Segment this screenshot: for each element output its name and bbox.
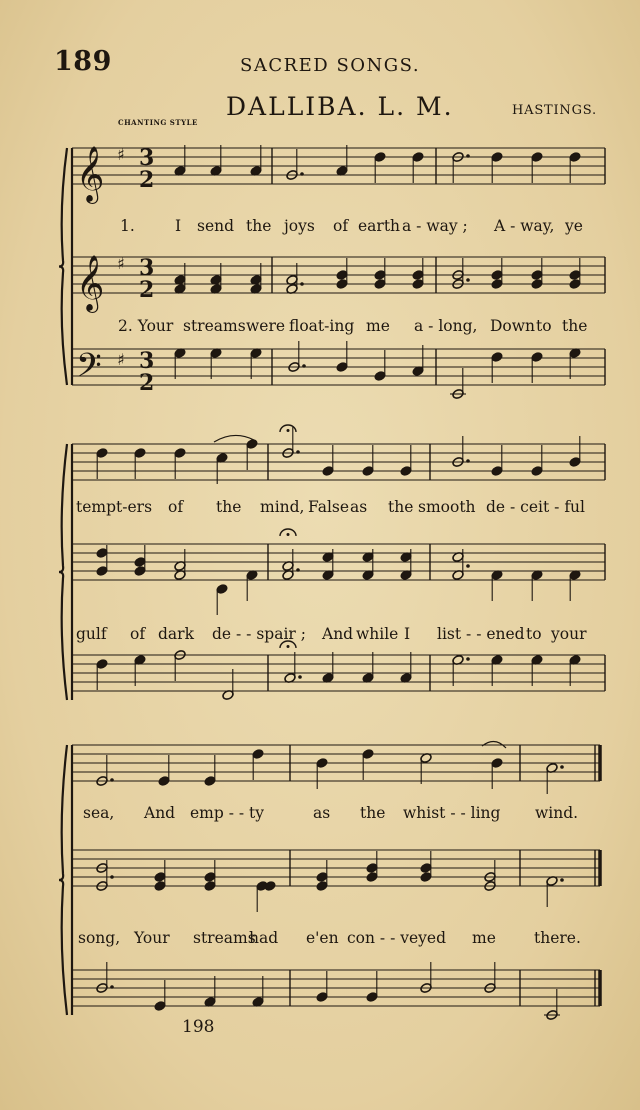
svg-text:smooth: smooth bbox=[418, 498, 476, 516]
sharp-key-signature: ♯ bbox=[117, 350, 125, 369]
svg-text:emp - - ty: emp - - ty bbox=[190, 804, 265, 822]
svg-text:whist - - ling: whist - - ling bbox=[403, 804, 501, 822]
augmentation-dot bbox=[300, 172, 304, 176]
svg-text:of: of bbox=[168, 498, 184, 516]
svg-text:And: And bbox=[144, 804, 176, 822]
time-signature-treble-2 bbox=[139, 255, 154, 303]
svg-text:earth: earth bbox=[358, 217, 401, 235]
svg-text:were: were bbox=[246, 317, 286, 335]
svg-text:the: the bbox=[216, 498, 242, 516]
svg-text:mind,: mind, bbox=[260, 498, 305, 516]
tempo-marking: CHANTING STYLE bbox=[118, 118, 198, 127]
svg-text:And: And bbox=[322, 625, 354, 643]
augmentation-dot bbox=[296, 568, 300, 572]
svg-text:the: the bbox=[388, 498, 414, 516]
svg-text:float-ing: float-ing bbox=[289, 317, 355, 335]
svg-text:2: 2 bbox=[139, 370, 155, 396]
svg-text:Down: Down bbox=[490, 317, 536, 335]
svg-text:there.: there. bbox=[534, 929, 581, 947]
augmentation-dot bbox=[466, 657, 470, 661]
staff-s2-0 bbox=[72, 444, 605, 480]
staff-s2-2 bbox=[72, 655, 605, 691]
staff-s3-2 bbox=[72, 970, 600, 1006]
svg-text:the: the bbox=[562, 317, 588, 335]
sharp-key-signature: ♯ bbox=[117, 145, 125, 164]
svg-text:3: 3 bbox=[139, 348, 155, 374]
svg-text:Your: Your bbox=[134, 929, 170, 947]
svg-text:A - way,: A - way, bbox=[494, 217, 555, 235]
augmentation-dot bbox=[466, 459, 470, 463]
augmentation-dot bbox=[466, 278, 470, 282]
sharp-key-signature: ♯ bbox=[117, 254, 125, 273]
svg-text:dark: dark bbox=[158, 625, 194, 643]
staff-s3-0 bbox=[72, 745, 600, 781]
lyrics-system-3-verse-1 bbox=[83, 804, 578, 822]
svg-text:song,: song, bbox=[78, 929, 121, 947]
augmentation-dot bbox=[560, 765, 564, 769]
svg-text:2: 2 bbox=[139, 277, 155, 303]
lyrics-system-2-verse-1 bbox=[76, 498, 585, 516]
augmentation-dot bbox=[466, 154, 470, 158]
svg-text:a - way ;: a - way ; bbox=[402, 217, 468, 235]
svg-text:the: the bbox=[246, 217, 272, 235]
svg-text:me: me bbox=[366, 317, 390, 335]
fermata-dot bbox=[287, 645, 290, 648]
page-number: 189 bbox=[54, 46, 112, 77]
svg-text:I: I bbox=[175, 217, 182, 235]
time-signature-bass bbox=[139, 348, 154, 396]
svg-text:as: as bbox=[313, 804, 331, 822]
svg-text:while: while bbox=[356, 625, 399, 643]
augmentation-dot bbox=[296, 450, 300, 454]
augmentation-dot bbox=[560, 878, 564, 882]
signature-number: 198 bbox=[182, 1017, 215, 1037]
augmentation-dot bbox=[302, 364, 306, 368]
augmentation-dot bbox=[110, 875, 114, 879]
svg-text:2. Your: 2. Your bbox=[118, 317, 174, 335]
svg-text:me: me bbox=[472, 929, 496, 947]
lyrics-system-3-verse-2 bbox=[78, 929, 581, 947]
svg-text:to: to bbox=[536, 317, 552, 335]
time-signature-treble-1 bbox=[139, 145, 154, 193]
svg-text:e'en: e'en bbox=[306, 929, 339, 947]
system-brace bbox=[59, 745, 67, 1015]
svg-text:2: 2 bbox=[139, 167, 155, 193]
svg-text:streams: streams bbox=[193, 929, 256, 947]
svg-text:3: 3 bbox=[139, 255, 155, 281]
treble-clef: 𝄞 bbox=[76, 255, 105, 311]
system-brace bbox=[59, 444, 67, 700]
bass-clef: 𝄢 bbox=[76, 347, 102, 393]
svg-text:send: send bbox=[197, 217, 235, 235]
svg-text:of: of bbox=[333, 217, 349, 235]
svg-text:joys: joys bbox=[284, 217, 315, 235]
svg-text:to: to bbox=[526, 625, 542, 643]
svg-text:sea,: sea, bbox=[83, 804, 115, 822]
augmentation-dot bbox=[110, 985, 114, 989]
slur bbox=[214, 435, 254, 442]
augmentation-dot bbox=[110, 778, 114, 782]
svg-text:1.: 1. bbox=[120, 217, 135, 235]
svg-text:your: your bbox=[551, 625, 587, 643]
svg-text:of: of bbox=[130, 625, 146, 643]
svg-text:streams: streams bbox=[183, 317, 246, 335]
running-head: SACRED SONGS. bbox=[240, 55, 421, 76]
svg-text:con - - veyed: con - - veyed bbox=[347, 929, 447, 947]
svg-text:tempt-ers: tempt-ers bbox=[76, 498, 153, 516]
svg-text:had: had bbox=[249, 929, 279, 947]
svg-text:I: I bbox=[404, 625, 411, 643]
system-brace bbox=[59, 148, 67, 385]
svg-text:3: 3 bbox=[139, 145, 155, 171]
staff-s2-1 bbox=[72, 544, 605, 580]
svg-text:as: as bbox=[350, 498, 368, 516]
lyrics-system-1-verse-2 bbox=[118, 317, 587, 335]
svg-text:wind.: wind. bbox=[535, 804, 579, 822]
lyrics-system-1-verse-1 bbox=[120, 217, 583, 235]
fermata-dot bbox=[287, 429, 290, 432]
hymn-title: DALLIBA. L. M. bbox=[226, 92, 454, 121]
svg-text:a - long,: a - long, bbox=[414, 317, 478, 335]
augmentation-dot bbox=[300, 282, 304, 286]
augmentation-dot bbox=[466, 564, 470, 568]
staff-s3-1 bbox=[72, 850, 600, 886]
svg-text:ye: ye bbox=[565, 217, 583, 235]
svg-text:list - - ened: list - - ened bbox=[437, 625, 525, 643]
augmentation-dot bbox=[298, 675, 302, 679]
treble-clef: 𝄞 bbox=[76, 146, 105, 202]
svg-text:de - - spair ;: de - - spair ; bbox=[212, 625, 306, 643]
lyrics-system-2-verse-2 bbox=[76, 625, 587, 643]
svg-text:the: the bbox=[360, 804, 386, 822]
composer-name: HASTINGS. bbox=[512, 103, 597, 118]
fermata-dot bbox=[287, 533, 290, 536]
svg-text:False: False bbox=[308, 498, 350, 516]
svg-text:de - ceit - ful: de - ceit - ful bbox=[486, 498, 585, 516]
svg-text:gulf: gulf bbox=[76, 625, 107, 643]
